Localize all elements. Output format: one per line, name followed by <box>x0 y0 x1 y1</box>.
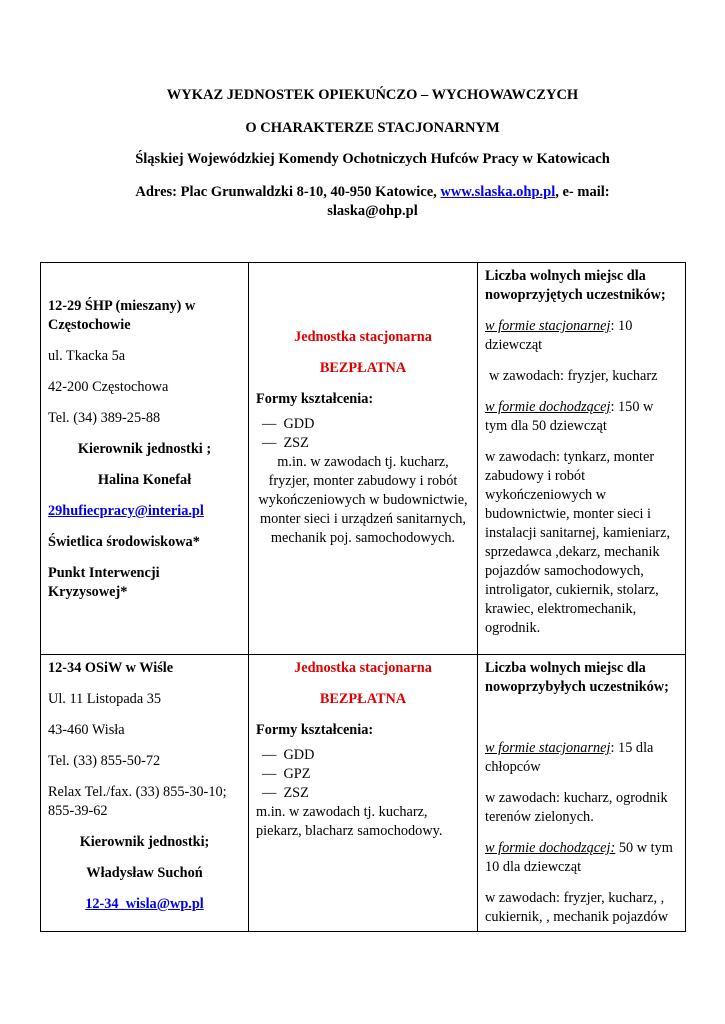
unit-fee: BEZPŁATNA <box>319 360 407 376</box>
unit-extra-2: Punkt Interwencji Kryzysowej* <box>48 565 160 600</box>
unit-type: Jednostka stacjonarna <box>294 660 432 676</box>
unit-type-cell <box>249 655 478 932</box>
stationary-value: : 10 dziewcząt <box>485 318 633 353</box>
unit-type: Jednostka stacjonarna <box>294 329 432 345</box>
stationary-label: w formie stacjonarnej <box>485 740 611 756</box>
commute-places <box>485 398 678 436</box>
manager-name: Władysław Suchoń <box>86 865 203 881</box>
unit-street: Ul. 11 Listopada 35 <box>48 691 162 707</box>
commute-value: 50 w tym 10 dla dziewcząt <box>485 840 673 875</box>
commute-value: : 150 w tym dla 50 dziewcząt <box>485 399 654 434</box>
table-row <box>41 655 686 932</box>
forms-list <box>256 415 470 453</box>
manager-label: Kierownik jednostki ; <box>77 441 212 457</box>
unit-city: 43-460 Wisła <box>48 722 125 738</box>
email-label: , e- mail: <box>555 184 610 200</box>
professions-text: m.in. w zawodach tj. kucharz, piekarz, blacharz samochodowy. <box>256 804 443 839</box>
address-text: Adres: Plac Grunwaldzki 8-10, 40-950 Katowice, <box>135 184 441 200</box>
unit-fax: Relax Tel./fax. (33) 855-30-10; 855-39-62 <box>48 784 227 819</box>
forms-list <box>256 746 470 803</box>
places-cell <box>478 655 686 932</box>
places-title: Liczba wolnych miejsc dla nowoprzybyłych uczestników; <box>485 660 669 695</box>
places-cell <box>478 263 686 655</box>
unit-fee: BEZPŁATNA <box>319 691 407 707</box>
table-row <box>41 263 686 655</box>
commute-label: w formie dochodzącej: <box>485 840 616 856</box>
commute-label: w formie dochodzącej <box>485 399 611 415</box>
stationary-jobs: w zawodach: kucharz, ogrodnik terenów zielonych. <box>485 790 668 825</box>
unit-phone: Tel. (34) 389-25-88 <box>48 410 161 426</box>
list-item: — GDD <box>262 415 470 434</box>
unit-phone: Tel. (33) 855-50-72 <box>48 753 161 769</box>
manager-label: Kierownik jednostki; <box>79 834 210 850</box>
header-email: slaska@ohp.pl <box>327 203 418 219</box>
unit-name: 12-29 ŚHP (mieszany) w Częstochowie <box>48 298 196 333</box>
stationary-label: w formie stacjonarnej <box>485 318 611 334</box>
unit-name: 12-34 OSiW w Wiśle <box>48 660 174 676</box>
list-item: — ZSZ <box>262 784 470 803</box>
title-line-1: WYKAZ JEDNOSTEK OPIEKUŃCZO – WYCHOWAWCZYCH <box>166 87 579 103</box>
commute-jobs: w zawodach: fryzjer, kucharz, , cukiernik, , mechanik pojazdów <box>485 890 669 925</box>
manager-name: Halina Konefał <box>97 472 192 488</box>
stationary-places <box>485 739 678 777</box>
unit-info-cell <box>41 263 249 655</box>
commute-jobs: w zawodach: tynkarz, monter zabudowy i robót wykończeniowych w budownictwie, monter sieci i instalacji sanitarnej, kamieniarz, sprzedawca ,dekarz, mechanik pojazdów samochodowych, introligator, cukiernik, stolarz, krawiec, elektromechanik, ogrodnik. <box>485 449 670 636</box>
list-item: — GPZ <box>262 765 470 784</box>
places-title: Liczba wolnych miejsc dla nowoprzyjętych uczestników; <box>485 268 666 303</box>
unit-info-cell <box>41 655 249 932</box>
unit-city: 42-200 Częstochowa <box>48 379 169 395</box>
unit-email-link[interactable]: 12-34_wisla@wp.pl <box>85 896 204 912</box>
list-item: — ZSZ <box>262 434 470 453</box>
unit-type-cell <box>249 263 478 655</box>
unit-email-link[interactable]: 29hufiecpracy@interia.pl <box>48 503 204 519</box>
title-line-2: O CHARAKTERZE STACJONARNYM <box>245 120 500 136</box>
forms-label: Formy kształcenia: <box>256 391 374 407</box>
unit-street: ul. Tkacka 5a <box>48 348 126 364</box>
list-item: — GDD <box>262 746 470 765</box>
title-line-3: Śląskiej Wojewódzkiej Komendy Ochotniczych Hufców Pracy w Katowicach <box>135 151 610 167</box>
units-table <box>40 262 686 932</box>
address-block <box>60 183 685 221</box>
website-link[interactable]: www.slaska.ohp.pl <box>440 184 556 200</box>
stationary-value: : 15 dla chłopców <box>485 740 654 775</box>
professions-text: m.in. w zawodach tj. kucharz, fryzjer, monter zabudowy i robót wykończeniowych w budownictwie, monter sieci i urządzeń sanitarnych, mechanik poj. samochodowych. <box>258 454 468 546</box>
stationary-jobs: w zawodach: fryzjer, kucharz <box>489 368 658 384</box>
commute-places <box>485 839 678 877</box>
unit-extra-1: Świetlica środowiskowa* <box>48 534 200 550</box>
forms-label: Formy kształcenia: <box>256 722 374 738</box>
stationary-places <box>485 317 678 355</box>
